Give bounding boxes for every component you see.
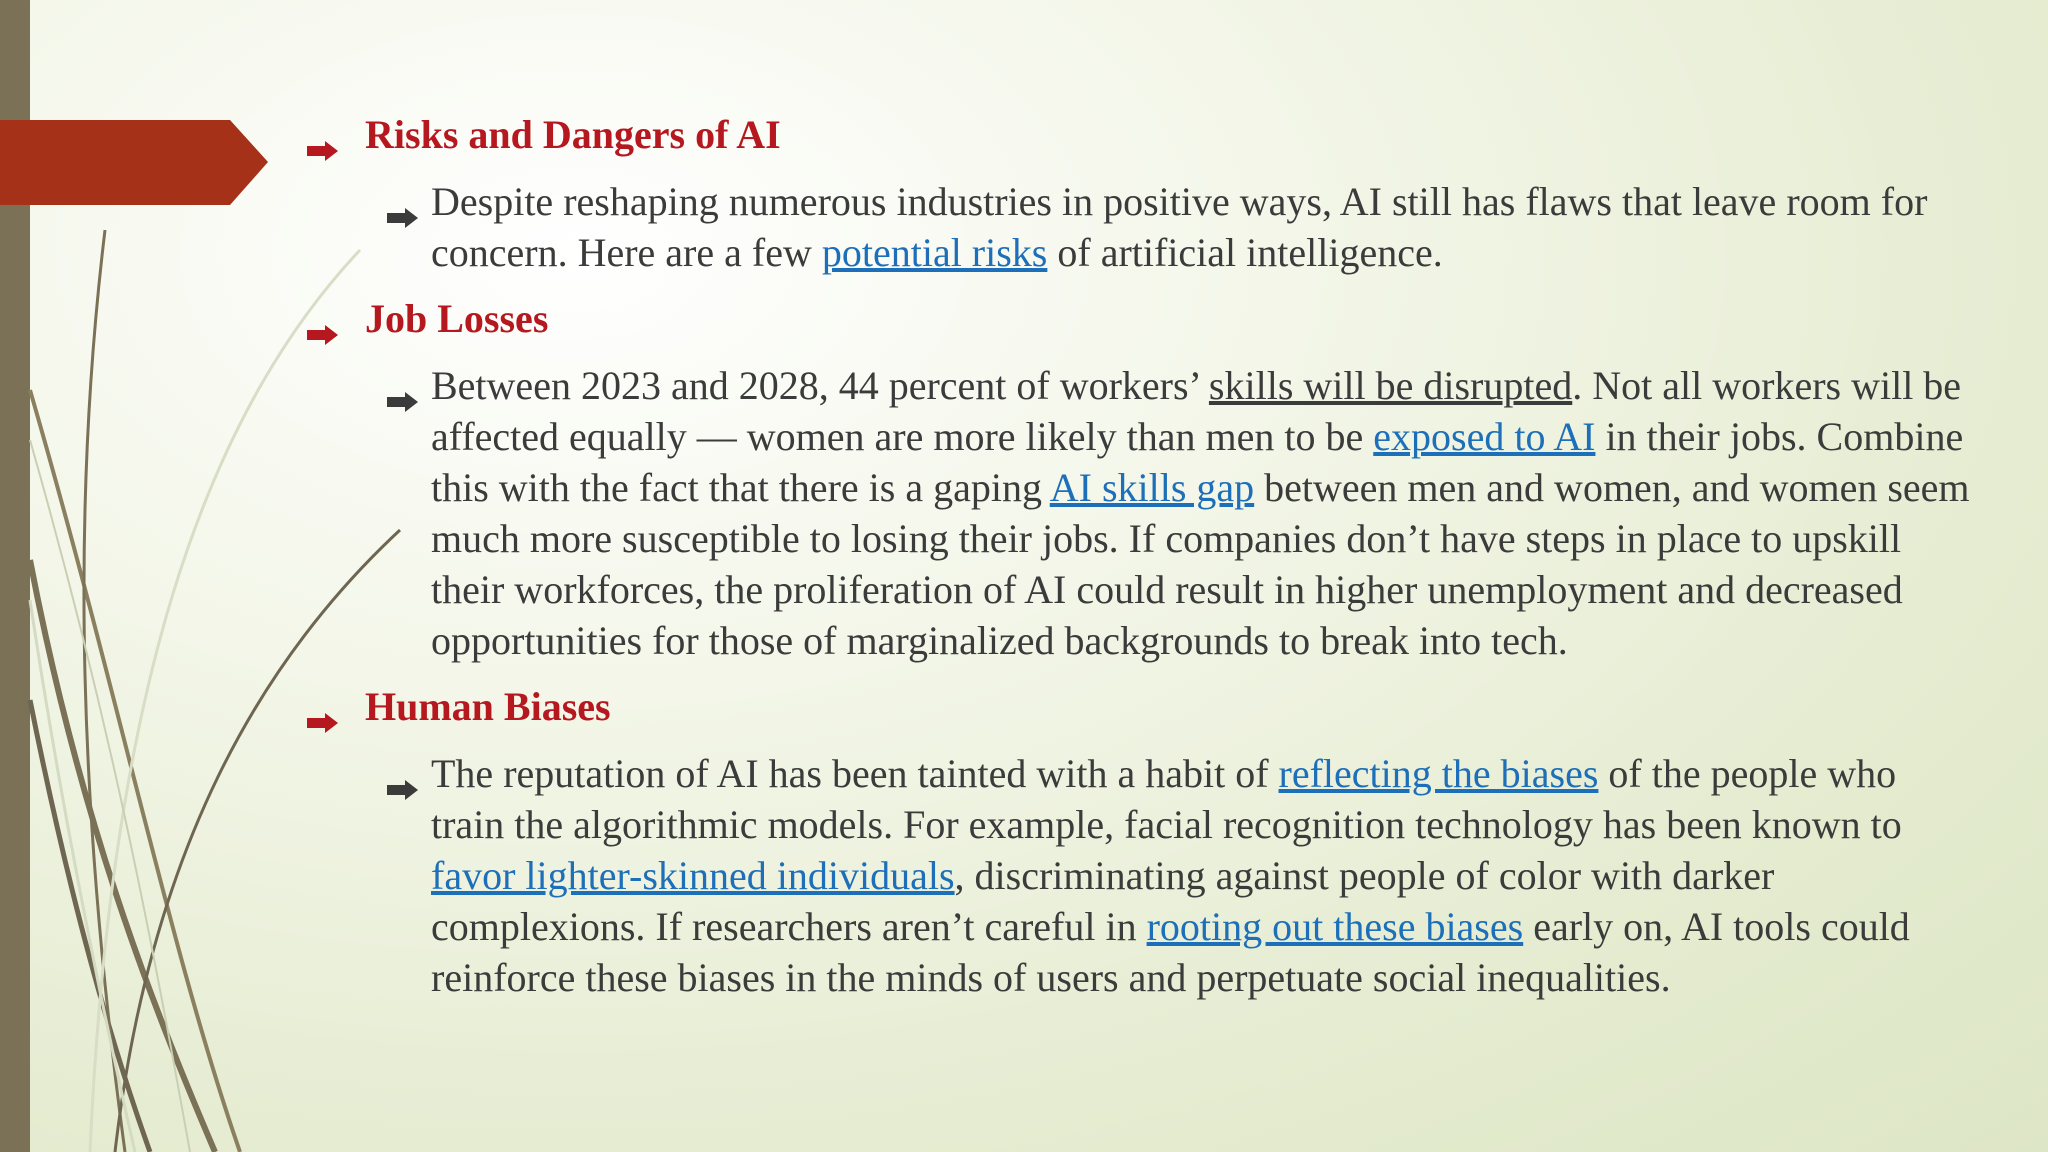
heading-human-biases xyxy=(305,682,2005,732)
link-reflecting-the-biases[interactable]: reflecting the biases xyxy=(1278,751,1599,796)
link-skills-disrupted[interactable]: skills will be disrupted xyxy=(1208,363,1573,408)
paragraph-text: early on, AI tools could reinforce these biases in the minds of users and perpetuate social inequalities. xyxy=(431,904,1910,1000)
link-exposed-to-ai[interactable]: exposed to AI xyxy=(1373,414,1596,459)
arrow-bullet-icon xyxy=(385,762,419,813)
heading-text: Risks and Dangers of AI xyxy=(365,112,781,157)
paragraph-text: in their jobs. Combine this with the fact that there is a gaping xyxy=(431,414,1964,510)
paragraph-text: Between 2023 and 2028, 44 percent of workers’ xyxy=(431,363,1209,408)
paragraph-human-biases xyxy=(431,748,1971,1003)
link-favor-lighter-skinned[interactable]: favor lighter-skinned individuals xyxy=(431,853,955,898)
paragraph-text: The reputation of AI has been tainted with a habit of xyxy=(431,751,1279,796)
paragraph-text: Despite reshaping numerous industries in positive ways, AI still has flaws that leave room for concern. Here are a few xyxy=(431,179,1928,275)
heading-risks-and-dangers xyxy=(305,110,2005,160)
arrow-bullet-icon xyxy=(305,696,339,746)
paragraph-text: of the people who train the algorithmic models. For example, facial recognition technology has been known to xyxy=(431,751,1902,847)
paragraph-text: , discriminating against people of color with darker complexions. If researchers aren’t careful in xyxy=(431,853,1775,949)
paragraph-text: of artificial intelligence. xyxy=(1047,230,1443,275)
arrow-bullet-icon xyxy=(305,308,339,358)
slide-content xyxy=(305,110,2005,1019)
heading-text: Human Biases xyxy=(365,684,611,729)
arrow-bullet-icon xyxy=(305,124,339,174)
link-rooting-out-biases[interactable]: rooting out these biases xyxy=(1146,904,1524,949)
arrow-bullet-icon xyxy=(385,374,419,425)
heading-text: Job Losses xyxy=(365,296,549,341)
arrow-bullet-icon xyxy=(385,190,419,241)
paragraph-risks xyxy=(431,176,1971,278)
link-ai-skills-gap[interactable]: AI skills gap xyxy=(1049,465,1255,510)
title-arrow-shape xyxy=(0,120,268,205)
paragraph-text: between men and women, and women seem much more susceptible to losing their jobs. If companies don’t have steps in place to upskill their workforces, the proliferation of AI could result in higher unemployment and decreased opportunities for those of marginalized backgrounds to break into tech. xyxy=(431,465,1970,663)
paragraph-job-losses xyxy=(431,360,1971,666)
link-potential-risks[interactable]: potential risks xyxy=(821,230,1048,275)
heading-job-losses xyxy=(305,294,2005,344)
paragraph-text: . Not all workers will be affected equally — women are more likely than men to be xyxy=(431,363,1962,459)
